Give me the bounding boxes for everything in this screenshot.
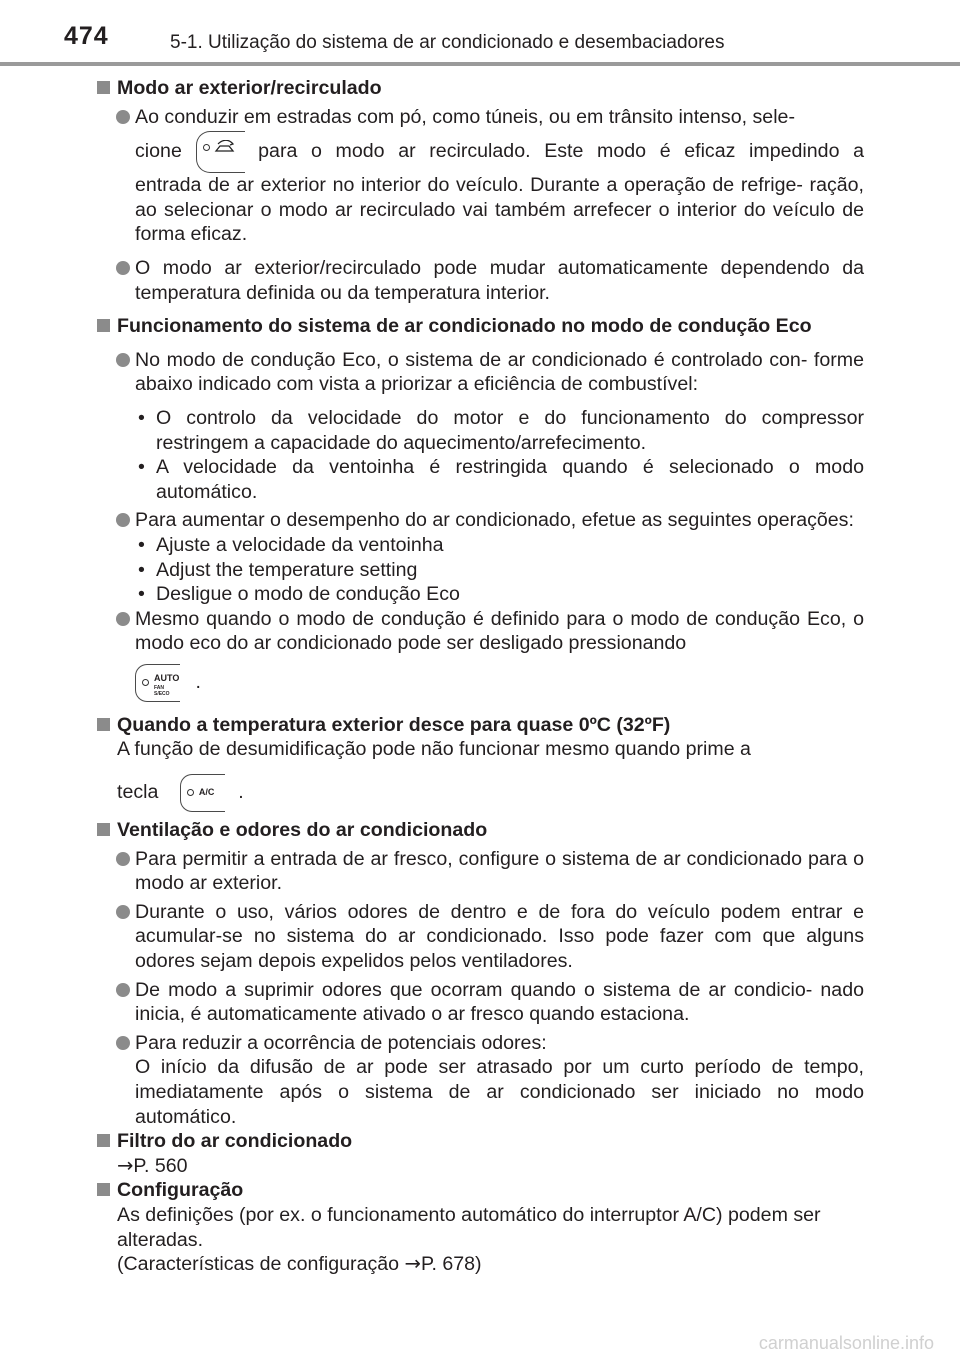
- bullet-dot-icon: [116, 852, 130, 866]
- section-title-recirc: Modo ar exterior/recirculado: [96, 76, 864, 101]
- odors-reduce-detail: O início da difusão de ar pode ser atrasado por um curto período de tempo, imediatamente após o sistema de ar condicionado ser iniciado no modo automático.: [135, 1056, 864, 1128]
- bullet-dot-icon: [116, 983, 130, 997]
- sub-item-fan-speed: • Ajuste a velocidade da ventoinha: [138, 533, 444, 556]
- ac-button-icon: [180, 774, 225, 812]
- bullet-dot-icon: [116, 261, 130, 275]
- section-square-icon: [97, 718, 110, 731]
- bullet-eco-disable-icon-line: AUTO FAN S/ECO .: [96, 660, 864, 704]
- bullet-recirc-line3: entrada de ar exterior no interior do veículo. Durante a operação de refrige- ração, ao selecionar o modo ar recirculado vai também arrefecer o interior do veículo de forma eficaz.: [135, 174, 864, 246]
- config-text: As definições (por ex. o funcionamento automático do interruptor A/C) podem ser alteradas.: [117, 1203, 821, 1251]
- bullet-eco-control: No modo de condução Eco, o sistema de ar condicionado é controlado con- forme abaixo indicado com vista a priorizar a eficiência de combustível:: [96, 348, 864, 397]
- indicator-led-icon: [187, 789, 194, 796]
- auto-button-icon: [135, 664, 180, 702]
- page-number: 474: [64, 22, 109, 50]
- header-rule: [0, 62, 960, 66]
- section-title-odors: Ventilação e odores do ar condicionado: [96, 818, 864, 843]
- bullet-fresh-air: Para permitir a entrada de ar fresco, configure o sistema de ar condicionado para o modo ar exterior.: [96, 847, 864, 896]
- bullet-dot-icon: [116, 353, 130, 367]
- bullet-eco-disable: Mesmo quando o modo de condução é definido para o modo de condução Eco, o modo eco do ar condicionado pode ser desligado pressionando: [96, 607, 864, 656]
- bullet-recirc-dust: Ao conduzir em estradas com pó, como túneis, ou em trânsito intenso, sele-: [96, 105, 864, 130]
- page-header: [0, 0, 960, 62]
- indicator-led-icon: [203, 144, 210, 151]
- sub-item-temperature: • Adjust the temperature setting: [138, 558, 418, 581]
- auto-label: AUTO: [154, 672, 180, 683]
- bullet-dot-icon: [116, 612, 130, 626]
- section-square-icon: [97, 1134, 110, 1147]
- indicator-led-icon: [142, 679, 149, 686]
- cold-text-icon-line: tecla A/C .: [96, 770, 864, 814]
- sub-item-fan: • A velocidade da ventoinha é restringida quando é selecionado o modo automático.: [138, 456, 864, 503]
- bullet-dot-icon: [116, 513, 130, 527]
- bullet-eco-performance: Para aumentar o desempenho do ar condicionado, efetue as seguintes operações:: [96, 508, 864, 533]
- sub-item-eco-off: • Desligue o modo de condução Eco: [138, 583, 460, 606]
- section-square-icon: [97, 81, 110, 94]
- sub-item-engine: • O controlo da velocidade do motor e do funcionamento do compressor restringem a capacidade do aquecimento/arrefecimento.: [138, 406, 864, 454]
- bullet-odors-reduce: Para reduzir a ocorrência de potenciais odores:: [96, 1031, 864, 1056]
- cold-text: A função de desumidificação pode não funcionar mesmo quando prime a: [117, 738, 751, 761]
- section-square-icon: [97, 319, 110, 332]
- arrow-icon: →: [117, 1153, 134, 1177]
- section-square-icon: [97, 823, 110, 836]
- section-title-config: Configuração: [96, 1178, 864, 1203]
- chapter-title: 5-1. Utilização do sistema de ar condicionado e desembaciadores: [170, 32, 725, 53]
- bullet-odors-suppress: De modo a suprimir odores que ocorram quando o sistema de ar condicio- nado inicia, é automaticamente ativado o ar fresco quando estaciona.: [96, 978, 864, 1027]
- config-page-link[interactable]: P. 678): [420, 1253, 482, 1276]
- arrow-icon: →: [404, 1252, 421, 1276]
- recirculate-button-icon: [196, 131, 245, 173]
- auto-sub-label: FAN S/ECO: [154, 684, 170, 697]
- page-content: [96, 76, 864, 1277]
- watermark: carmanualsonline.info: [758, 1333, 934, 1353]
- section-title-filter: Filtro do ar condicionado: [96, 1129, 864, 1154]
- filter-reference: [96, 1154, 864, 1179]
- bullet-dot-icon: [116, 110, 130, 124]
- bullet-recirc-auto: O modo ar exterior/recirculado pode mudar automaticamente dependendo da temperatura definida ou da temperatura interior.: [96, 256, 864, 305]
- bullet-odors-accumulate: Durante o uso, vários odores de dentro e de fora do veículo podem entrar e acumular-se no sistema do ar condicionado. Isso pode fazer com que alguns odores sejam depois expelidos pelos ventiladores.: [96, 900, 864, 974]
- section-title-cold: Quando a temperatura exterior desce para quase 0ºC (32ºF): [96, 713, 864, 738]
- recirculate-car-icon: [213, 140, 237, 156]
- section-title-eco: Funcionamento do sistema de ar condicionado no modo de condução Eco: [96, 314, 864, 339]
- bullet-dot-icon: [116, 905, 130, 919]
- ac-label: A/C: [198, 786, 215, 797]
- bullet-dot-icon: [116, 1036, 130, 1050]
- bullet-recirc-line2: cione para o modo ar recirculado. Este modo é eficaz impedindo a: [96, 129, 864, 173]
- section-square-icon: [97, 1183, 110, 1196]
- config-reference: (Características de configuração →P. 678): [117, 1252, 482, 1276]
- filter-page-link[interactable]: P. 560: [133, 1154, 188, 1177]
